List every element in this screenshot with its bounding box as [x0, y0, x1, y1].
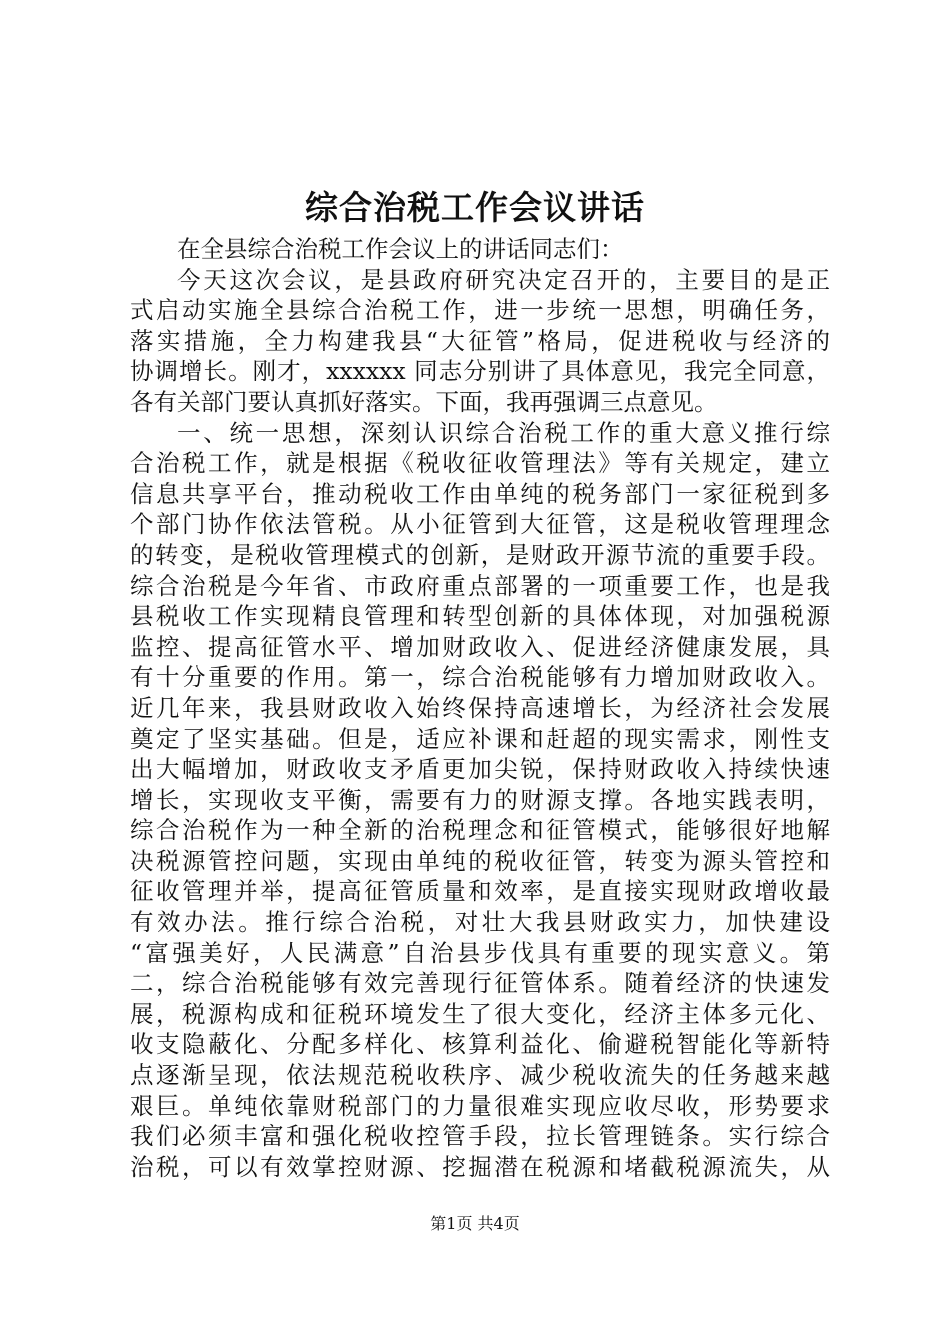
text-line: 二，综合治税能够有效完善现行征管体系。随着经济的快速发 [130, 969, 830, 998]
text-line: 艰巨。单纯依靠财税部门的力量很难实现应收尽收，形势要求 [130, 1091, 830, 1120]
text-line: 奠定了坚实基础。但是，适应补课和赶超的现实需求，刚性支 [130, 724, 830, 753]
text-line: 有十分重要的作用。第一，综合治税能够有力增加财政收入。 [130, 663, 830, 692]
text-line: 综合治税是今年省、市政府重点部署的一项重要工作，也是我 [130, 571, 830, 600]
text-line: 近几年来，我县财政收入始终保持高速增长，为经济社会发展 [130, 693, 830, 722]
text-line: 各有关部门要认真抓好落实。下面，我再强调三点意见。 [130, 387, 718, 416]
text-line: 有效办法。推行综合治税，对壮大我县财政实力，加快建设 [130, 908, 830, 937]
text-line: 治税，可以有效掌控财源、挖掘潜在税源和堵截税源流失，从 [130, 1152, 830, 1181]
text-line: 今天这次会议，是县政府研究决定召开的，主要目的是正 [177, 265, 830, 294]
text-line: 一、统一思想，深刻认识综合治税工作的重大意义推行综 [177, 418, 830, 447]
text-line: 监控、提高征管水平、增加财政收入、促进经济健康发展，具 [130, 632, 830, 661]
text-line: 县税收工作实现精良管理和转型创新的具体体现，对加强税源 [130, 602, 830, 631]
text-line: “富强美好，人民满意”自治县步伐具有重要的现实意义。第 [130, 938, 830, 967]
text-line: 落实措施，全力构建我县“大征管”格局，促进税收与经济的 [130, 326, 830, 355]
text-line: 合治税工作，就是根据《税收征收管理法》等有关规定，建立 [130, 449, 830, 478]
text-line: 式启动实施全县综合治税工作，进一步统一思想，明确任务， [130, 296, 830, 325]
text-line: 征收管理并举，提高征管质量和效率，是直接实现财政增收最 [130, 877, 830, 906]
text-line: 个部门协作依法管税。从小征管到大征管，这是税收管理理念 [130, 510, 830, 539]
text-line: 在全县综合治税工作会议上的讲话同志们： [177, 235, 624, 263]
text-line: 点逐渐呈现，依法规范税收秩序、减少税收流失的任务越来越 [130, 1061, 830, 1090]
text-line: 信息共享平台，推动税收工作由单纯的税务部门一家征税到多 [130, 479, 830, 508]
text-line: 协调增长。刚才，xxxxxx 同志分别讲了具体意见，我完全同意， [130, 357, 830, 386]
text-line: 展，税源构成和征税环境发生了很大变化，经济主体多元化、 [130, 999, 830, 1028]
text-line: 决税源管控问题，实现由单纯的税收征管，转变为源头管控和 [130, 846, 830, 875]
text-line: 收支隐蔽化、分配多样化、核算利益化、偷避税智能化等新特 [130, 1030, 830, 1059]
page-footer: 第1页 共4页 [430, 1214, 520, 1233]
document-body [130, 234, 830, 1182]
document-title: 综合治税工作会议讲话 [305, 188, 645, 227]
text-line: 增长，实现收支平衡，需要有力的财源支撑。各地实践表明， [130, 785, 830, 814]
text-line: 综合治税作为一种全新的治税理念和征管模式，能够很好地解 [130, 816, 830, 845]
text-line: 出大幅增加，财政收支矛盾更加尖锐，保持财政收入持续快速 [130, 755, 830, 784]
text-line: 的转变，是税收管理模式的创新，是财政开源节流的重要手段。 [130, 540, 830, 569]
text-line: 我们必须丰富和强化税收控管手段，拉长管理链条。实行综合 [130, 1122, 830, 1151]
